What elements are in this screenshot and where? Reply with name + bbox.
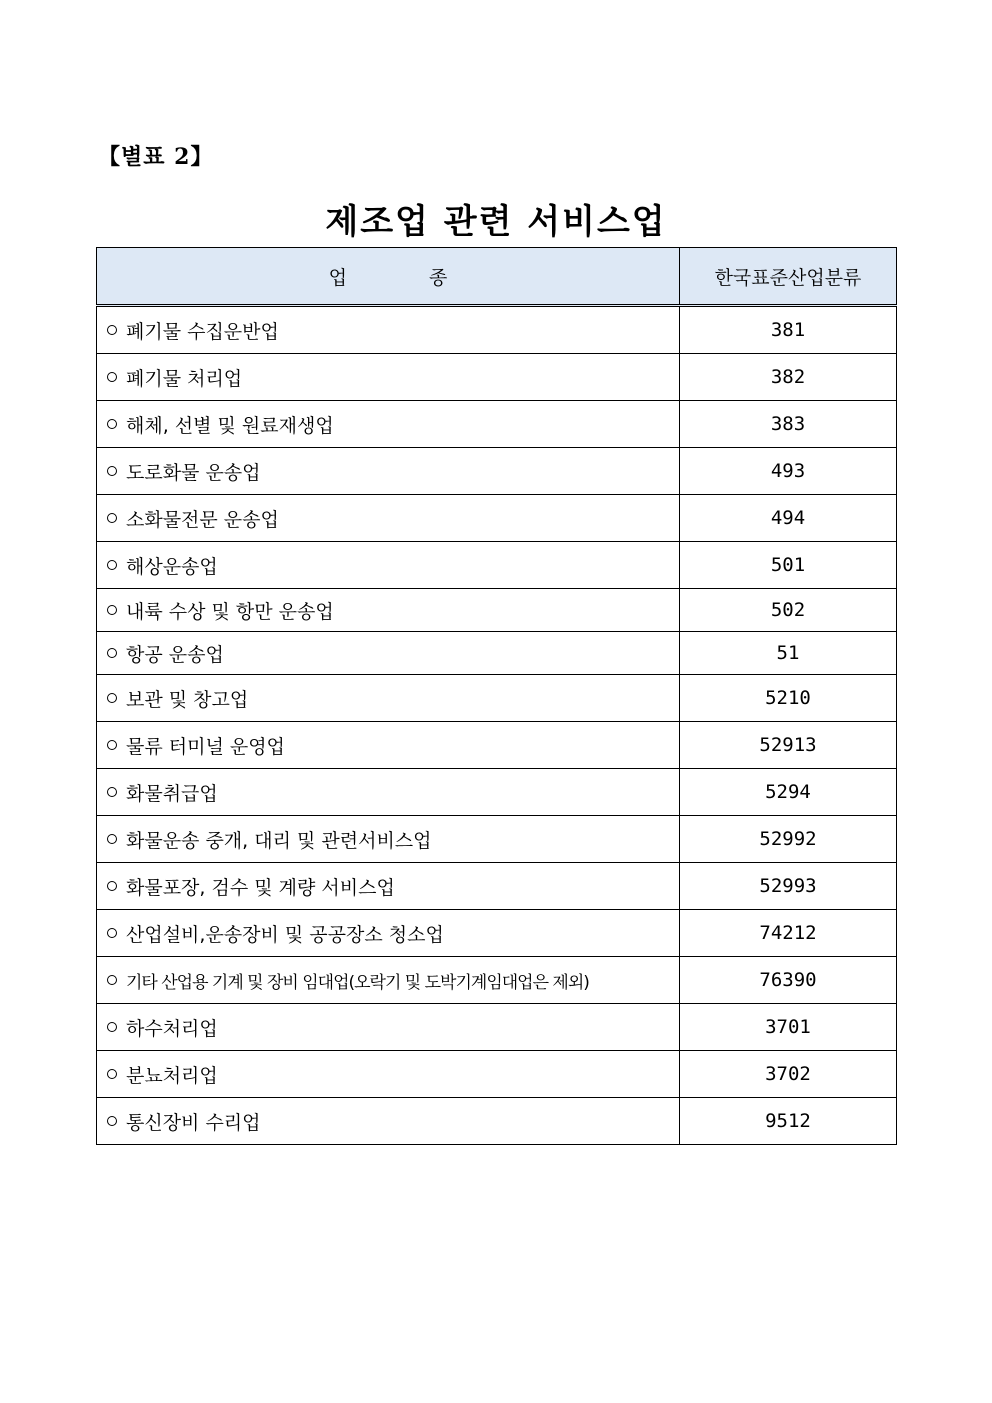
bullet-circle-icon <box>107 419 117 429</box>
ksic-code: 52992 <box>680 816 897 863</box>
bullet-circle-icon <box>107 975 117 985</box>
bullet-circle-icon <box>107 740 117 750</box>
industry-cell <box>97 1004 680 1051</box>
table-row <box>97 675 897 722</box>
industry-name: 분뇨처리업 <box>126 1064 218 1087</box>
industry-cell <box>97 401 680 448</box>
ksic-code: 383 <box>680 401 897 448</box>
ksic-code: 494 <box>680 495 897 542</box>
industry-name: 해상운송업 <box>126 555 218 578</box>
ksic-code: 52993 <box>680 863 897 910</box>
industry-cell <box>97 722 680 769</box>
industry-table <box>96 247 897 1145</box>
table-row <box>97 589 897 632</box>
industry-name: 폐기물 수집운반업 <box>126 320 279 343</box>
ksic-code: 5210 <box>680 675 897 722</box>
table-row <box>97 401 897 448</box>
bullet-circle-icon <box>107 372 117 382</box>
industry-cell <box>97 863 680 910</box>
table-row <box>97 722 897 769</box>
bullet-circle-icon <box>107 560 117 570</box>
table-row <box>97 1004 897 1051</box>
industry-name: 항공 운송업 <box>126 643 224 666</box>
bullet-circle-icon <box>107 1022 117 1032</box>
industry-cell <box>97 675 680 722</box>
bullet-circle-icon <box>107 648 117 658</box>
ksic-code: 381 <box>680 306 897 354</box>
industry-name: 화물포장, 검수 및 계량 서비스업 <box>126 876 395 899</box>
column-header-ksic: 한국표준산업분류 <box>680 248 897 306</box>
bullet-circle-icon <box>107 513 117 523</box>
industry-name: 산업설비,운송장비 및 공공장소 청소업 <box>126 923 444 946</box>
ksic-code: 51 <box>680 632 897 675</box>
ksic-code: 52913 <box>680 722 897 769</box>
appendix-label: 【별표 2】 <box>98 144 214 170</box>
industry-cell <box>97 589 680 632</box>
industry-name: 도로화물 운송업 <box>126 461 261 484</box>
table-row <box>97 957 897 1004</box>
industry-cell <box>97 910 680 957</box>
industry-name: 내륙 수상 및 항만 운송업 <box>126 600 334 623</box>
bullet-circle-icon <box>107 1069 117 1079</box>
industry-name: 화물취급업 <box>126 782 218 805</box>
bullet-circle-icon <box>107 1116 117 1126</box>
industry-name: 기타 산업용 기계 및 장비 임대업(오락기 및 도박기계임대업은 제외) <box>126 972 589 993</box>
industry-cell <box>97 769 680 816</box>
ksic-code: 5294 <box>680 769 897 816</box>
industry-cell <box>97 542 680 589</box>
table-row <box>97 1098 897 1145</box>
bullet-circle-icon <box>107 787 117 797</box>
industry-name: 화물운송 중개, 대리 및 관련서비스업 <box>126 829 432 852</box>
ksic-code: 74212 <box>680 910 897 957</box>
industry-name: 물류 터미널 운영업 <box>126 735 285 758</box>
ksic-code: 3701 <box>680 1004 897 1051</box>
industry-name: 하수처리업 <box>126 1017 218 1040</box>
table-row <box>97 1051 897 1098</box>
industry-cell <box>97 354 680 401</box>
bullet-circle-icon <box>107 881 117 891</box>
bullet-circle-icon <box>107 928 117 938</box>
column-header-industry-label: 업 종 <box>328 266 486 289</box>
industry-cell <box>97 816 680 863</box>
bullet-circle-icon <box>107 693 117 703</box>
table-row <box>97 354 897 401</box>
ksic-code: 76390 <box>680 957 897 1004</box>
table-row <box>97 769 897 816</box>
table-row <box>97 863 897 910</box>
ksic-code: 493 <box>680 448 897 495</box>
ksic-code: 382 <box>680 354 897 401</box>
table-row <box>97 816 897 863</box>
column-header-industry <box>97 248 680 306</box>
industry-cell <box>97 306 680 354</box>
industry-name: 해체, 선별 및 원료재생업 <box>126 414 334 437</box>
industry-name: 통신장비 수리업 <box>126 1111 261 1134</box>
table-row <box>97 910 897 957</box>
ksic-code: 9512 <box>680 1098 897 1145</box>
industry-cell <box>97 632 680 675</box>
table-row <box>97 448 897 495</box>
industry-name: 소화물전문 운송업 <box>126 508 279 531</box>
table-row <box>97 495 897 542</box>
ksic-code: 3702 <box>680 1051 897 1098</box>
ksic-code: 501 <box>680 542 897 589</box>
bullet-circle-icon <box>107 605 117 615</box>
industry-cell <box>97 1098 680 1145</box>
industry-name: 폐기물 처리업 <box>126 367 243 390</box>
industry-cell <box>97 448 680 495</box>
table-header-row <box>97 248 897 306</box>
table-row <box>97 542 897 589</box>
industry-cell <box>97 957 680 1004</box>
bullet-circle-icon <box>107 325 117 335</box>
page-title: 제조업 관련 서비스업 <box>325 202 667 242</box>
bullet-circle-icon <box>107 834 117 844</box>
table-row <box>97 306 897 354</box>
bullet-circle-icon <box>107 466 117 476</box>
industry-cell <box>97 495 680 542</box>
industry-cell <box>97 1051 680 1098</box>
table-row <box>97 632 897 675</box>
industry-name: 보관 및 창고업 <box>126 688 249 711</box>
ksic-code: 502 <box>680 589 897 632</box>
